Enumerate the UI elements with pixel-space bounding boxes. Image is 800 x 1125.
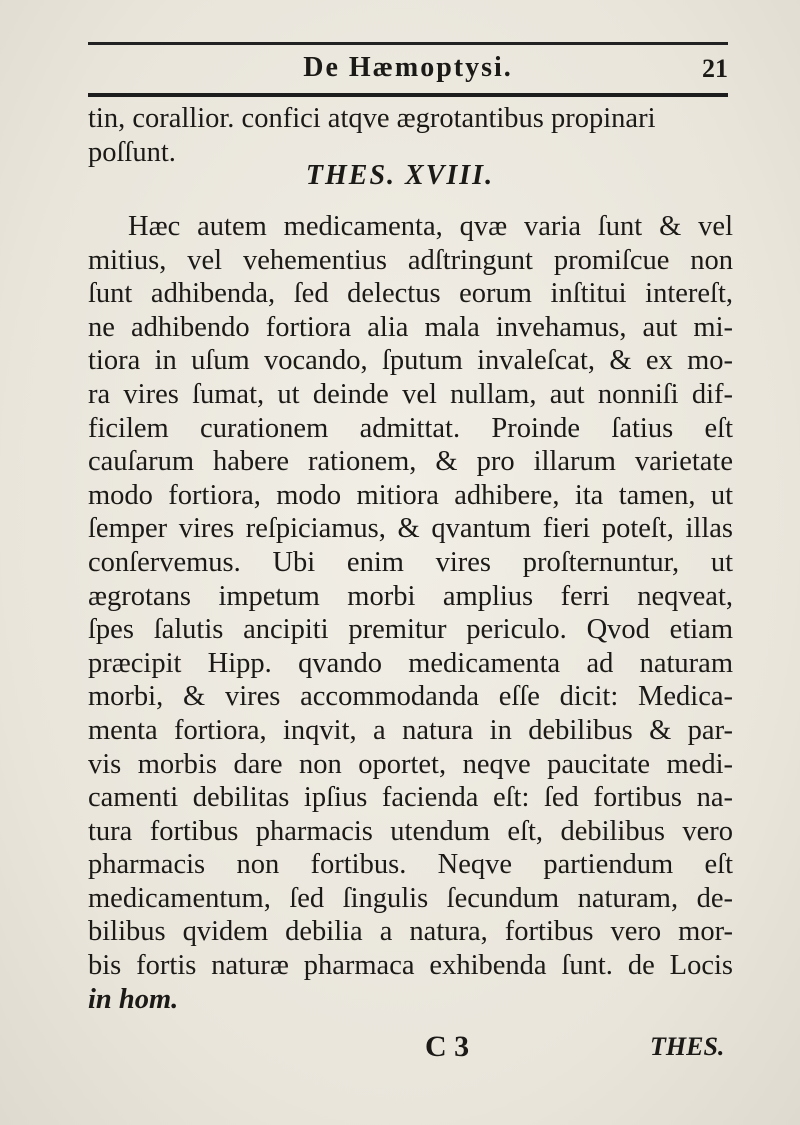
text-line: ſpes ſalutis ancipiti premitur periculo. Qvod etiam — [88, 614, 733, 646]
text-line: ægrotans impetum morbi amplius ferri neqveat, — [88, 580, 733, 612]
text-line: modo fortiora, modo mitiora adhibere, ita tamen, ut — [88, 479, 733, 511]
signature-mark: C 3 — [425, 1030, 470, 1063]
page-footer — [0, 1030, 800, 1070]
page-header — [88, 50, 728, 90]
text-line: vis morbis dare non oportet, neqve paucitate medi- — [88, 748, 733, 780]
text-line: bis fortis naturæ pharmaca exhibenda ſunt. de Locis — [88, 950, 733, 982]
text-line: Hæc autem medicamenta, qvæ varia ſunt & vel — [128, 211, 733, 242]
section-heading: THES. XVIII. — [305, 160, 495, 191]
text-line: tiora in uſum vocando, ſputum invaleſcat, & ex mo- — [88, 345, 733, 377]
text-line: tura fortibus pharmacis utendum eſt, debilibus vero — [88, 815, 733, 847]
catchword: THES. — [650, 1032, 725, 1061]
text-line: menta fortiora, inqvit, a natura in debilibus & par- — [88, 714, 733, 746]
text-line: pharmacis non fortibus. Neqve partiendum eſt — [88, 849, 733, 881]
text-line: ne adhibendo fortiora alia mala invehamus, aut mi- — [88, 311, 733, 343]
top-border-rule — [88, 42, 728, 45]
text-line: ra vires ſumat, ut deinde vel nullam, aut nonniſi dif- — [88, 378, 733, 410]
text-line: tin, corallior. confici atqve ægrotantibus propinari — [88, 103, 656, 134]
text-line: in hom. — [88, 983, 179, 1015]
text-line: poſſunt. — [88, 136, 176, 168]
text-line: mitius, vel vehementius adſtringunt promiſcue non — [88, 244, 733, 276]
text-line: ſunt adhibenda, ſed delectus eorum inſtitui intereſt, — [88, 278, 733, 310]
text-line: medicamentum, ſed ſingulis ſecundum naturam, de- — [88, 882, 733, 914]
text-line: præcipit Hipp. qvando medicamenta ad naturam — [88, 647, 733, 679]
text-line: bilibus qvidem debilia a natura, fortibus vero mor- — [88, 916, 733, 948]
text-line: ficilem curationem admittat. Proinde ſatius eſt — [88, 412, 733, 444]
header-rule — [88, 93, 728, 97]
running-head: De Hæmoptysi. — [303, 52, 513, 83]
text-line: ſemper vires reſpiciamus, & qvantum fieri poteſt, illas — [88, 513, 733, 545]
page-number: 21 — [702, 54, 728, 83]
text-line: morbi, & vires accommodanda eſſe dicit: Medica- — [88, 681, 733, 713]
text-line: cauſarum habere rationem, & pro illarum varietate — [88, 446, 733, 478]
text-line: camenti debilitas ipſius facienda eſt: ſed fortibus na- — [88, 782, 733, 814]
text-line: conſervemus. Ubi enim vires proſternuntur, ut — [88, 546, 733, 578]
main-paragraph — [88, 210, 733, 1016]
